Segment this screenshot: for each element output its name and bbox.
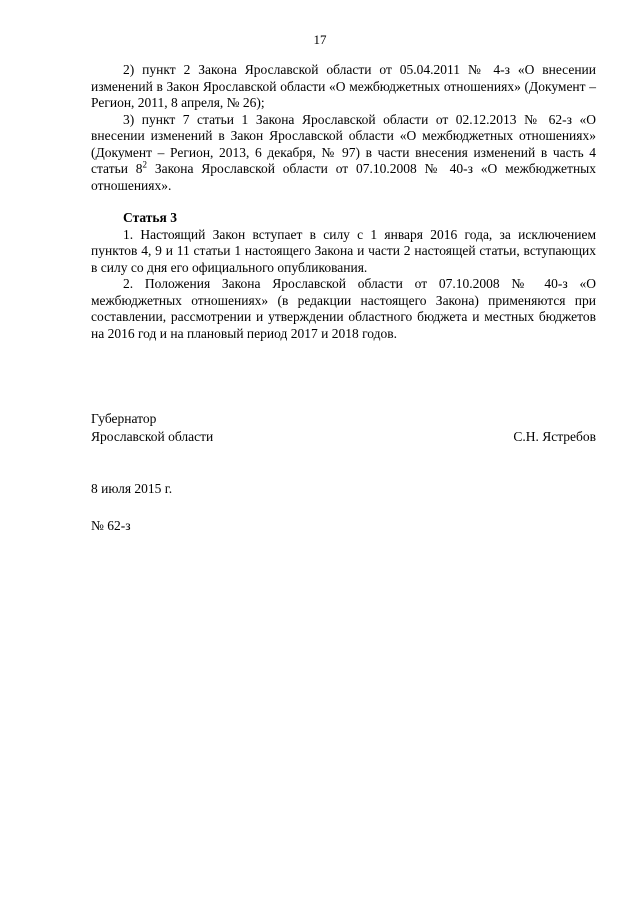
- signatory-title-line2: Ярославской области: [91, 429, 214, 444]
- page-number: 17: [313, 32, 327, 47]
- list-item-3: [91, 112, 596, 195]
- list-item-3-text-end: Закона Ярославской области от 07.10.2008 № 40-з «О межбюджетных отношениях».: [91, 161, 596, 193]
- document-date: 8 июля 2015 г.: [91, 481, 173, 496]
- superscript: 2: [142, 159, 148, 170]
- article-paragraph-1: 1. Настоящий Закон вступает в силу с 1 января 2016 года, за исключением пунктов 4, 9 и 11 статьи 1 настоящего Закона и части 2 настоящей статьи, вступающих в силу со дня его официального опубликования.: [91, 226, 596, 275]
- signatory-title-line1: Губернатор: [91, 411, 157, 426]
- list-item-3-text-start: 3) пункт 7 статьи 1 Закона Ярославской области от 02.12.2013 № 62-з «О внесении изменений в Закон Ярославской области «О межбюджетных отношениях» (Документ – Регион, 2013, 6 декабря, № 97) в части внесения изменений в часть 4 статьи 8: [91, 111, 596, 176]
- signature-row: [91, 428, 596, 446]
- article-heading: Статья 3: [123, 210, 177, 225]
- document-body: [91, 62, 596, 342]
- law-number: № 62-з: [91, 518, 131, 533]
- signatory-name: С.Н. Ястребов: [513, 429, 596, 444]
- article-paragraph-2: 2. Положения Закона Ярославской области от 07.10.2008 № 40-з «О межбюджетных отношениях» (в редакции настоящего Закона) применяются при составлении, рассмотрении и утверждении областного бюджета и местных бюджетов на 2016 год и на плановый период 2017 и 2018 годов.: [91, 276, 596, 341]
- list-item-2: 2) пункт 2 Закона Ярославской области от 05.04.2011 № 4-з «О внесении изменений в Закон Ярославской области «О межбюджетных отношениях» (Документ – Регион, 2011, 8 апреля, № 26);: [91, 62, 596, 110]
- signature-block: [91, 410, 596, 446]
